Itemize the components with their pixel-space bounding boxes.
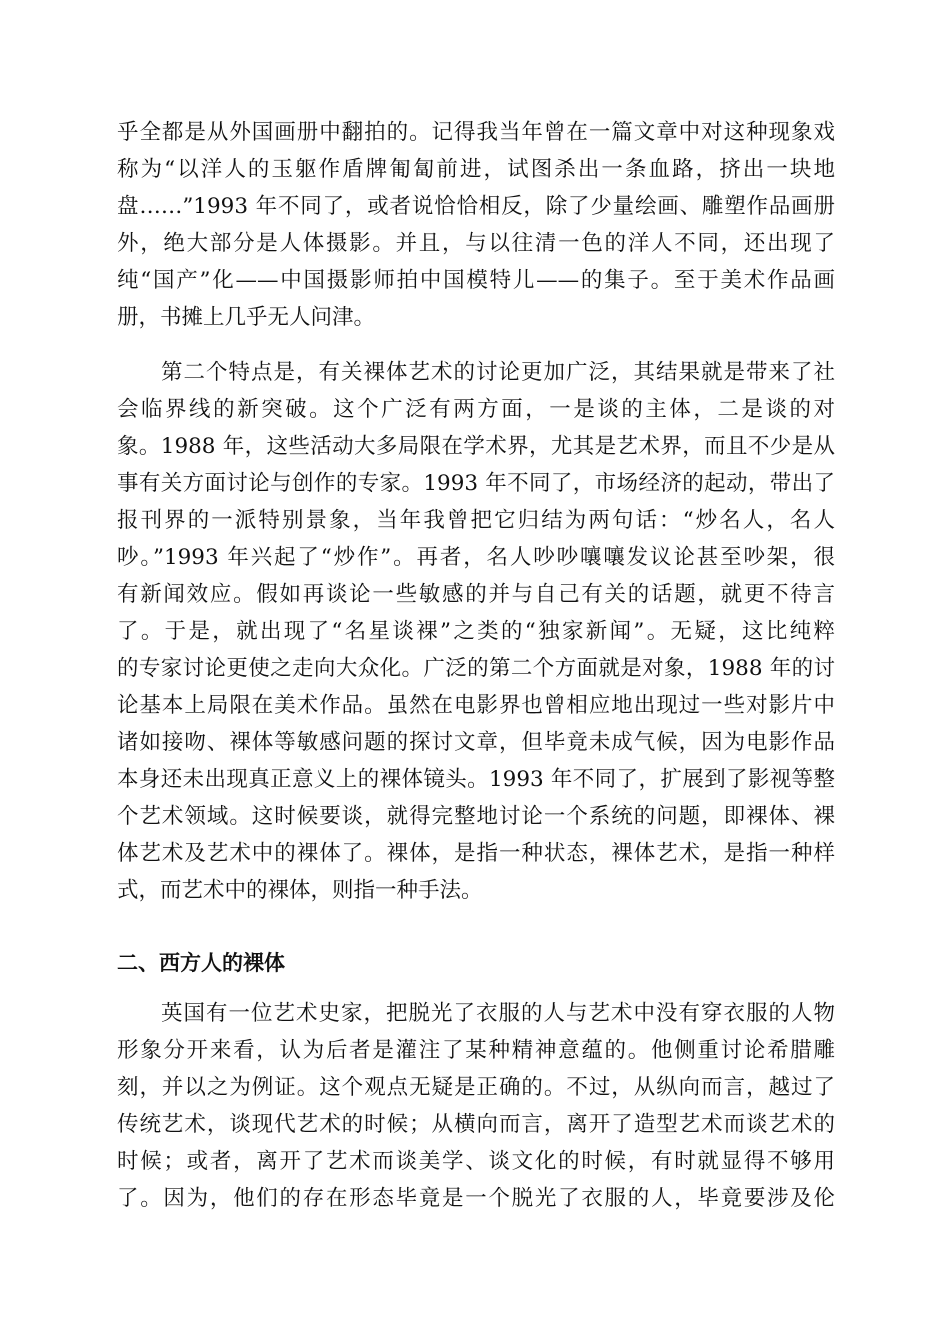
text-line: 乎全都是从外国画册中翻拍的。记得我当年曾在一篇文章中对这种现象戏 <box>117 120 835 145</box>
section-heading: 二、西方人的裸体 <box>117 951 285 975</box>
text-line: 了。因为，他们的存在形态毕竟是一个脱光了衣服的人，毕竟要涉及伦 <box>117 1186 835 1211</box>
text-line: 外，绝大部分是人体摄影。并且，与以往清一色的洋人不同，还出现了 <box>117 231 835 256</box>
text-line: 册，书摊上几乎无人问津。 <box>117 305 376 330</box>
text-line: 式，而艺术中的裸体，则指一种手法。 <box>117 878 483 903</box>
text-line: 吵。”1993 年兴起了“炒作”。再者，名人吵吵嚷嚷发议论甚至吵架，很 <box>117 545 835 570</box>
text-line: 纯“国产”化——中国摄影师拍中国模特儿——的集子。至于美术作品画 <box>117 268 835 293</box>
text-line: 有新闻效应。假如再谈论一些敏感的并与自己有关的话题，就更不待言 <box>117 582 835 607</box>
text-line: 形象分开来看，认为后者是灌注了某种精神意蕴的。他侧重讨论希腊雕 <box>117 1038 835 1063</box>
text-line: 第二个特点是，有关裸体艺术的讨论更加广泛，其结果就是带来了社 <box>161 360 835 385</box>
text-line: 英国有一位艺术史家，把脱光了衣服的人与艺术中没有穿衣服的人物 <box>161 1001 835 1026</box>
text-line: 称为“以洋人的玉躯作盾牌匍匐前进，试图杀出一条血路，挤出一块地 <box>117 157 835 182</box>
text-line: 象。1988 年，这些活动大多局限在学术界，尤其是艺术界，而且不少是从 <box>117 434 835 459</box>
text-line: 论基本上局限在美术作品。虽然在电影界也曾相应地出现过一些对影片中 <box>117 693 835 718</box>
text-line: 了。于是，就出现了“名星谈裸”之类的“独家新闻”。无疑，这比纯粹 <box>117 619 835 644</box>
text-line: 的专家讨论更使之走向大众化。广泛的第二个方面就是对象，1988 年的讨 <box>117 656 835 681</box>
text-line: 时候；或者，离开了艺术而谈美学、谈文化的时候，有时就显得不够用 <box>117 1149 835 1174</box>
text-line: 诸如接吻、裸体等敏感问题的探讨文章，但毕竟未成气候，因为电影作品 <box>117 730 835 755</box>
text-line: 盘……”1993 年不同了，或者说恰恰相反，除了少量绘画、雕塑作品画册 <box>117 194 835 219</box>
text-line: 体艺术及艺术中的裸体了。裸体，是指一种状态，裸体艺术，是指一种样 <box>117 841 835 866</box>
text-line: 刻，并以之为例证。这个观点无疑是正确的。不过，从纵向而言，越过了 <box>117 1075 835 1100</box>
text-line: 传统艺术，谈现代艺术的时候；从横向而言，离开了造型艺术而谈艺术的 <box>117 1112 835 1137</box>
text-line: 本身还未出现真正意义上的裸体镜头。1993 年不同了，扩展到了影视等整 <box>117 767 835 792</box>
text-line: 报刊界的一派特别景象，当年我曾把它归结为两句话：“炒名人，名人 <box>117 508 835 533</box>
text-line: 个艺术领域。这时候要谈，就得完整地讨论一个系统的问题，即裸体、裸 <box>117 804 835 829</box>
text-line: 会临界线的新突破。这个广泛有两方面，一是谈的主体，二是谈的对 <box>117 397 835 422</box>
text-line: 事有关方面讨论与创作的专家。1993 年不同了，市场经济的起动，带出了 <box>117 471 835 496</box>
